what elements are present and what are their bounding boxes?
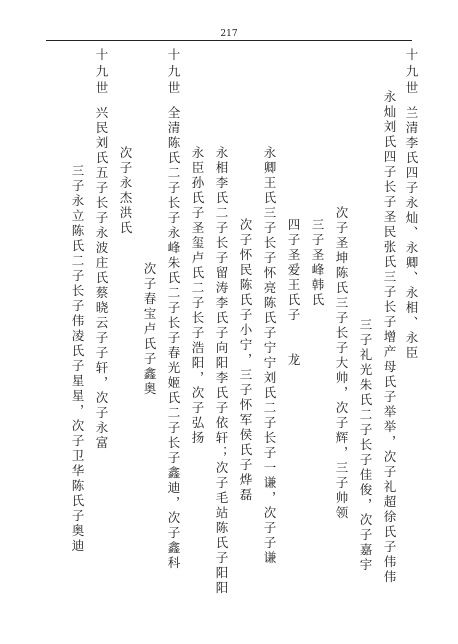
header-rule (46, 40, 412, 41)
column-text: 三子永立陈氏二子长子伟凌氏子星星，次子卫华陈氏子奥迪 (70, 164, 85, 554)
genealogy-column-8 (238, 218, 252, 503)
column-text: 永臣孙氏子圣玺卢氏二子长子浩阳，次子弘扬 (190, 146, 205, 446)
genealogy-column-3 (358, 318, 372, 573)
genealogy-column-12 (142, 262, 156, 397)
genealogy-column-5 (310, 218, 324, 308)
genealogy-column-1 (404, 48, 418, 361)
generation-label: 十九世 (94, 48, 109, 98)
column-text: 兴民刘氏五子长子永波庄氏蔡晓云子子轩，次子永富 (94, 105, 109, 451)
genealogy-column-15 (70, 164, 84, 554)
genealogy-column-11 (166, 48, 180, 571)
column-text: 次子春宝卢氏子鑫奥 (142, 262, 157, 397)
column-text: 全清陈氏二子长子永峰朱氏二子长子春光姬氏二子长子鑫迪，次子鑫科 (166, 105, 181, 571)
genealogy-column-2 (382, 90, 396, 585)
generation-label: 十九世 (404, 48, 419, 98)
column-text: 三子礼光朱氏二子长子佳俊，次子嘉宇 (358, 318, 373, 573)
genealogy-column-10 (190, 146, 204, 446)
column-text: 四子圣爱王氏子 龙 (286, 218, 301, 368)
column-text: 永卿王氏三子长子怀亮陈氏子宁宁刘氏二子长子一谦，次子子谦 (262, 146, 277, 566)
genealogy-column-14 (94, 48, 108, 451)
column-text: 次子永杰洪氏 (118, 146, 133, 236)
genealogy-column-13 (118, 146, 132, 236)
column-text: 永相李氏二子长子留涛李氏子向阳李氏子依轩；次子毛站陈氏子阳阳 (214, 146, 229, 596)
genealogy-column-6 (286, 218, 300, 368)
page-number: 217 (220, 29, 238, 39)
column-text: 兰清李氏四子永灿、永卿、永相、永臣 (404, 105, 419, 361)
genealogy-column-7 (262, 146, 276, 566)
generation-label: 十九世 (166, 48, 181, 98)
column-text: 三子圣峰韩氏 (310, 218, 325, 308)
column-text: 次子怀民陈氏子小宁，三子怀军侯氏子烨磊 (238, 218, 253, 503)
column-text: 次子圣坤陈氏三子长子大帅，次子辉，三子帅领 (334, 206, 349, 521)
genealogy-column-9 (214, 146, 228, 596)
genealogy-column-4 (334, 206, 348, 521)
column-text: 永灿刘氏四子长子圣民张氏三子长子增产母氏子举举，次子礼超徐氏子伟伟 (382, 90, 397, 585)
